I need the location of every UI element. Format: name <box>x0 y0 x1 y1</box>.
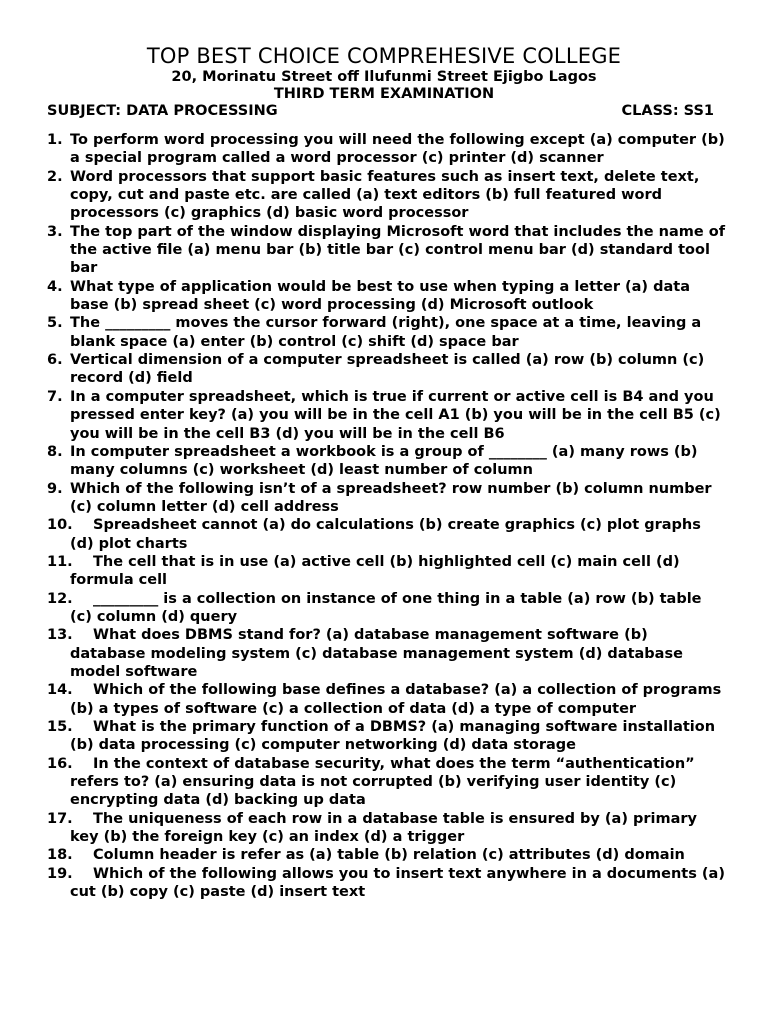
question-text: To perform word processing you will need the following except (a) computer (b) a special program called a word processor (c) printer (d) scanner <box>70 132 725 167</box>
question-item <box>47 443 727 480</box>
question-text: Column header is refer as (a) table (b) relation (c) attributes (d) domain <box>93 847 685 864</box>
question-text: What type of application would be best to use when typing a letter (a) data base (b) spread sheet (c) word processing (d) Microsoft outlook <box>70 278 690 314</box>
question-text: In a computer spreadsheet, which is true if current or active cell is B4 and you pressed enter key? (a) you will be in the cell A1 (b) you will be in the cell B5 (c) you will be in the cell B3 (d) you will be in the cell B6 <box>70 388 721 442</box>
question-number: 18. <box>47 847 73 864</box>
question-text: Which of the following isn’t of a spreadsheet? row number (b) column number (c) column letter (d) cell address <box>70 480 712 515</box>
question-item <box>47 865 727 902</box>
question-text: In the context of database security, what does the term “authentication” refers to? (a) ensuring data is not corrupted (b) verifying user identity (c) encrypting data (d) backing up data <box>70 755 695 809</box>
school-name: TOP BEST CHOICE COMPREHESIVE COLLEGE <box>146 44 622 68</box>
question-text: Spreadsheet cannot (a) do calculations (b) create graphics (c) plot graphs (d) plot charts <box>70 517 701 552</box>
school-address: 20, Morinatu Street off Ilufunmi Street Ejigbo Lagos <box>171 69 597 85</box>
question-item <box>47 278 727 315</box>
question-text: In computer spreadsheet a workbook is a group of ________ (a) many rows (b) many columns (c) worksheet (d) least number of column <box>70 443 698 479</box>
question-text: Which of the following base defines a database? (a) a collection of programs (b) a types of software (c) a collection of data (d) a type of computer <box>70 682 722 717</box>
question-number: 16. <box>47 755 73 772</box>
subject-label: SUBJECT: DATA PROCESSING <box>47 103 278 119</box>
question-number: 10. <box>47 517 73 534</box>
question-number: 14. <box>47 682 73 699</box>
question-item <box>47 553 727 590</box>
question-item <box>47 590 727 627</box>
question-number: 1. <box>47 132 63 148</box>
question-list <box>47 131 727 901</box>
question-item <box>47 681 727 718</box>
class-label: CLASS: SS1 <box>621 103 714 119</box>
question-text: Word processors that support basic features such as insert text, delete text, copy, cut and paste etc. are called (a) text editors (b) full featured word processors (c) graphics (d) basic word processor <box>70 168 700 222</box>
question-text: The _________ moves the cursor forward (right), one space at a time, leaving a blank space (a) enter (b) control (c) shift (d) space bar <box>70 315 702 350</box>
question-item <box>47 388 727 443</box>
question-number: 11. <box>47 553 73 570</box>
question-item <box>47 168 727 223</box>
question-text: _________ is a collection on instance of one thing in a table (a) row (b) table (c) column (d) query <box>70 590 702 625</box>
question-number: 3. <box>47 223 63 240</box>
question-text: What is the primary function of a DBMS? (a) managing software installation (b) data processing (c) computer networking (d) data storage <box>70 719 716 754</box>
question-text: What does DBMS stand for? (a) database management software (b) database modeling system (c) database management system (d) database model software <box>70 627 683 680</box>
question-item <box>47 810 727 847</box>
question-item <box>47 351 727 388</box>
question-item <box>47 314 727 351</box>
question-number: 5. <box>47 315 63 332</box>
question-number: 7. <box>47 388 63 405</box>
question-item <box>47 846 727 864</box>
question-number: 4. <box>47 278 63 295</box>
question-text: The uniqueness of each row in a database table is ensured by (a) primary key (b) the foreign key (c) an index (d) a trigger <box>70 810 697 846</box>
question-text: Vertical dimension of a computer spreadsheet is called (a) row (b) column (c) record (d) field <box>70 352 705 387</box>
question-item <box>47 718 727 755</box>
question-number: 9. <box>47 480 63 497</box>
question-item <box>47 755 727 810</box>
question-item <box>47 626 727 681</box>
question-number: 12. <box>47 590 73 607</box>
question-number: 6. <box>47 352 63 369</box>
question-number: 8. <box>47 443 63 460</box>
question-text: The top part of the window displaying Microsoft word that includes the name of the active file (a) menu bar (b) title bar (c) control menu bar (d) standard tool bar <box>70 223 725 277</box>
question-text: The cell that is in use (a) active cell (b) highlighted cell (c) main cell (d) formula cell <box>70 553 680 589</box>
question-number: 15. <box>47 719 73 735</box>
question-item <box>47 223 727 278</box>
exam-title: THIRD TERM EXAMINATION <box>273 86 495 102</box>
question-text: Which of the following allows you to insert text anywhere in a documents (a) cut (b) copy (c) paste (d) insert text <box>70 865 725 901</box>
question-number: 13. <box>47 627 73 644</box>
question-number: 2. <box>47 168 63 185</box>
question-item <box>47 131 727 168</box>
question-number: 19. <box>47 865 73 882</box>
question-item <box>47 516 727 553</box>
question-number: 17. <box>47 810 73 827</box>
question-item <box>47 480 727 517</box>
